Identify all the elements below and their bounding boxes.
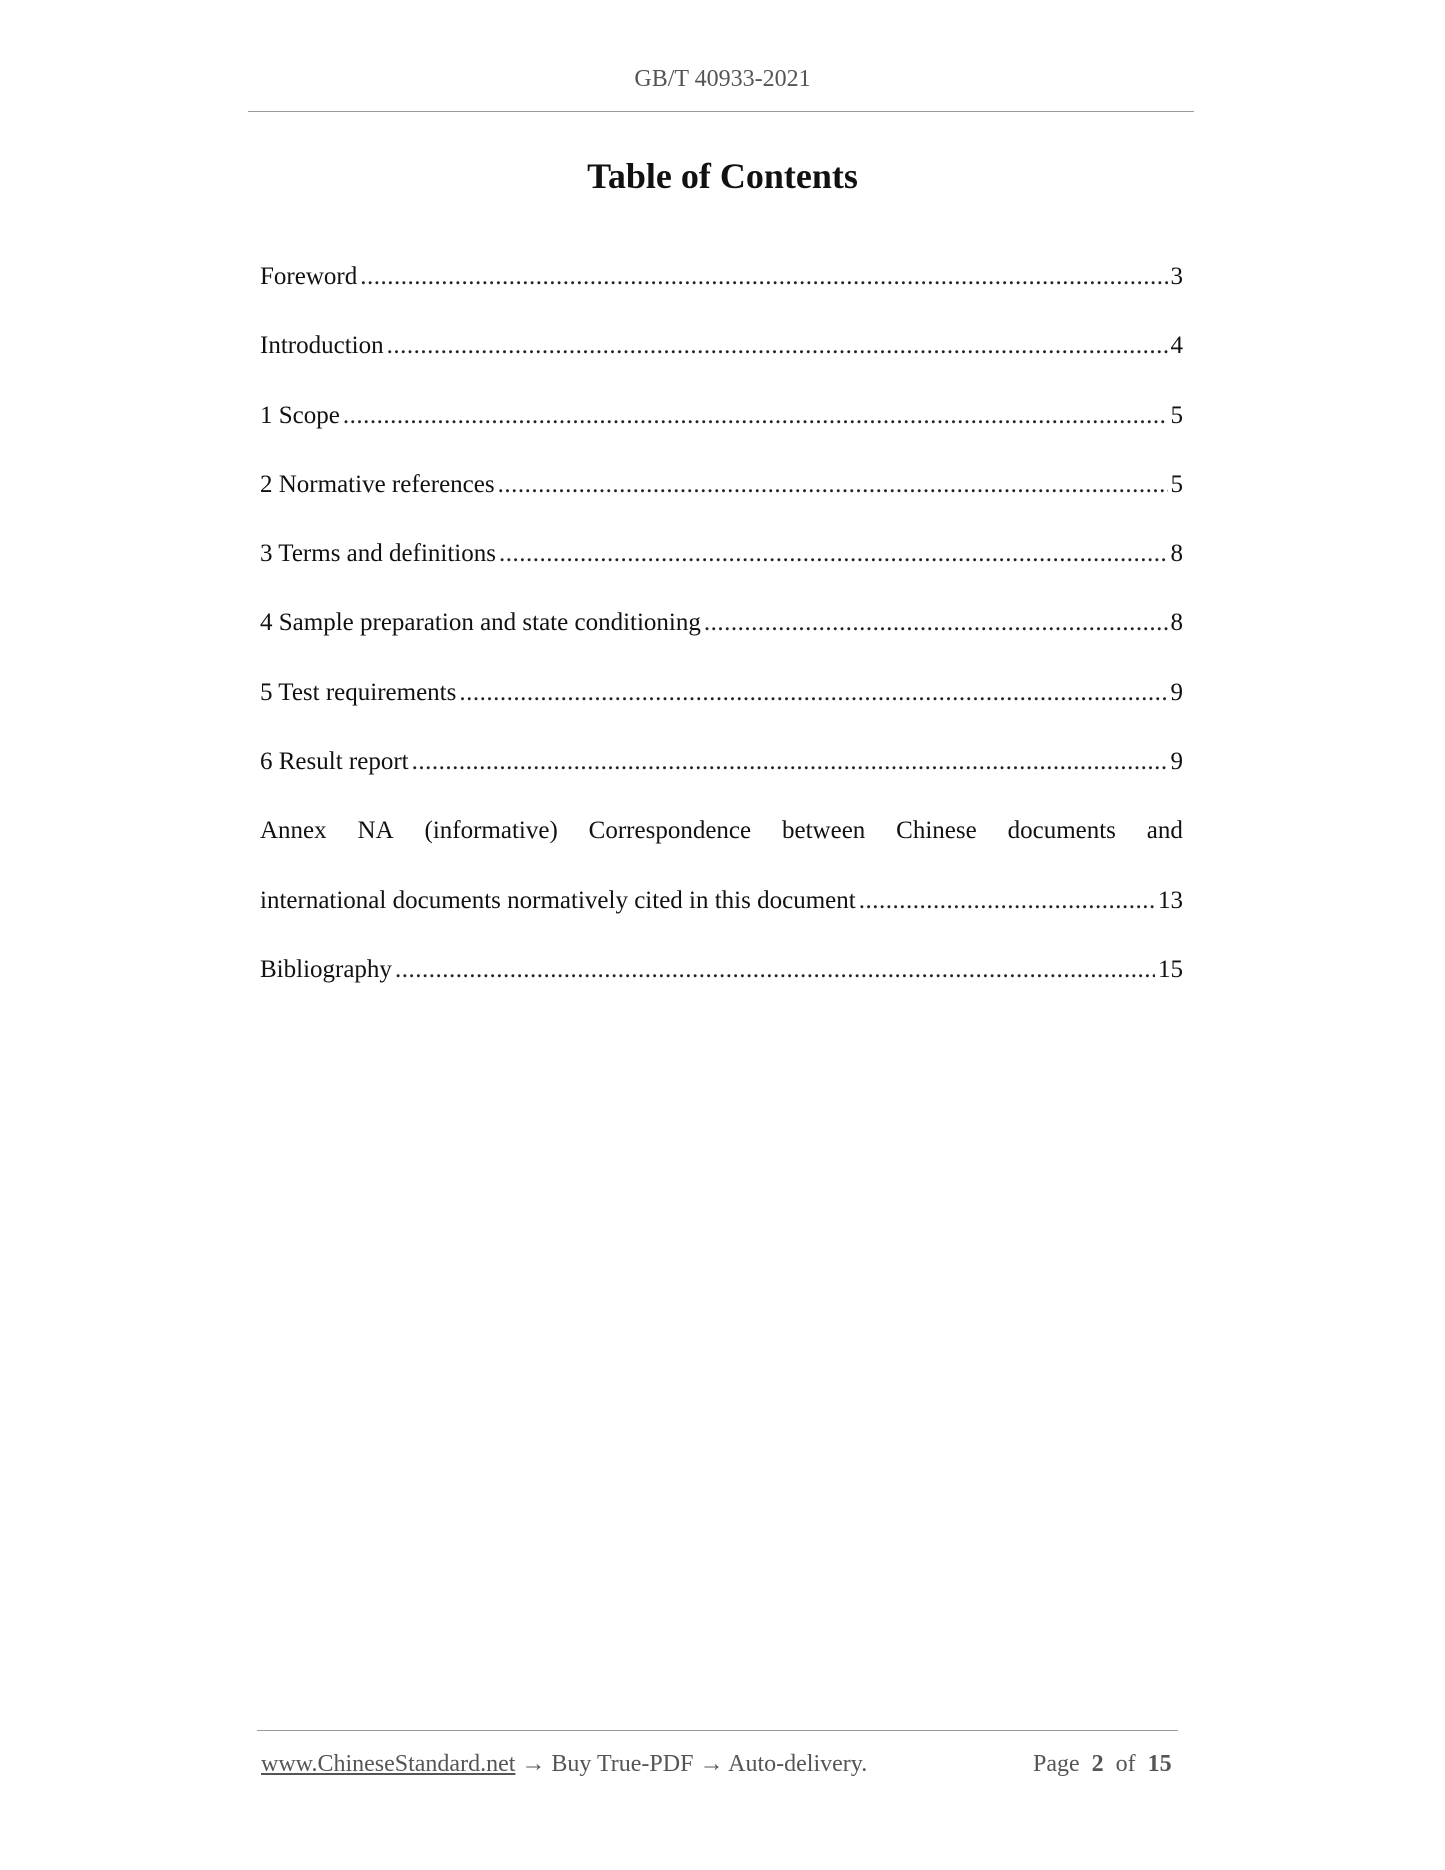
toc-entry-page: 13 (1158, 886, 1183, 914)
dot-leader (459, 679, 1167, 707)
page-number (1033, 1751, 1172, 1778)
page-label: Page (1033, 1751, 1080, 1777)
toc-entry-bibliography[interactable] (260, 956, 1183, 1025)
toc-entry-sample-preparation[interactable] (260, 609, 1183, 678)
dot-leader (412, 748, 1168, 776)
footer-divider (257, 1730, 1178, 1731)
toc-entry-label: Introduction (260, 332, 384, 360)
toc-entry-annex-na-line-2[interactable] (260, 887, 1183, 956)
dot-leader (343, 402, 1168, 430)
annex-word: Annex (260, 817, 327, 845)
dot-leader (499, 540, 1168, 568)
toc-entry-annex-na-line-1[interactable] (260, 817, 1183, 886)
page-total: 15 (1147, 1751, 1172, 1777)
toc-entry-label: Bibliography (260, 955, 392, 983)
toc-entry-label: 3 Terms and definitions (260, 540, 496, 568)
toc-entry-page: 9 (1170, 678, 1183, 706)
footer-promo (261, 1751, 867, 1778)
page-title: Table of Contents (587, 156, 858, 196)
dot-leader (704, 609, 1168, 637)
toc-entry-label: 4 Sample preparation and state conditioning (260, 609, 701, 637)
annex-word: and (1146, 817, 1183, 845)
toc-entry-test-requirements[interactable] (260, 679, 1183, 748)
toc-entry-foreword[interactable] (260, 263, 1183, 332)
dot-leader (395, 956, 1155, 984)
toc-entry-page: 9 (1170, 748, 1183, 776)
toc-entry-page: 8 (1170, 609, 1183, 637)
toc-entry-page: 8 (1170, 540, 1183, 568)
toc-entry-scope[interactable] (260, 402, 1183, 471)
toc-entry-introduction[interactable] (260, 332, 1183, 401)
header-divider (248, 111, 1194, 112)
annex-word: NA (357, 817, 394, 845)
toc-entry-page: 5 (1170, 470, 1183, 498)
annex-word: documents (1007, 817, 1116, 845)
annex-word: Correspondence (588, 817, 752, 845)
delivery-text: Auto-delivery. (728, 1751, 868, 1777)
document-code-header: GB/T 40933-2021 (634, 66, 811, 92)
annex-word: Chinese (896, 817, 977, 845)
page-of: of (1115, 1751, 1136, 1777)
site-link[interactable]: www.ChineseStandard.net (261, 1751, 516, 1777)
page-current: 2 (1091, 1751, 1104, 1777)
annex-word: between (782, 817, 866, 845)
toc-entry-label: 1 Scope (260, 401, 340, 429)
toc-entry-label: 2 Normative references (260, 470, 495, 498)
dot-leader (387, 332, 1168, 360)
toc-entry-page: 15 (1158, 955, 1183, 983)
dot-leader (360, 263, 1167, 291)
toc-entry-label: 5 Test requirements (260, 678, 457, 706)
toc-entry-label: international documents normatively cited in this document (260, 886, 856, 914)
arrow-right-icon: → (699, 1751, 724, 1777)
toc-entry-label: 6 Result report (260, 748, 409, 776)
dot-leader (859, 887, 1155, 915)
toc-entry-result-report[interactable] (260, 748, 1183, 817)
toc-entry-terms-and-definitions[interactable] (260, 540, 1183, 609)
toc-entry-label: Foreword (260, 263, 358, 290)
toc-entry-normative-references[interactable] (260, 471, 1183, 540)
table-of-contents (260, 263, 1183, 1025)
toc-entry-page: 4 (1170, 332, 1183, 360)
annex-word: (informative) (424, 817, 558, 845)
dot-leader (498, 471, 1168, 499)
toc-entry-page: 5 (1170, 401, 1183, 429)
buy-text: Buy True-PDF (551, 1751, 694, 1777)
arrow-right-icon: → (521, 1751, 546, 1777)
toc-entry-page: 3 (1170, 263, 1183, 290)
